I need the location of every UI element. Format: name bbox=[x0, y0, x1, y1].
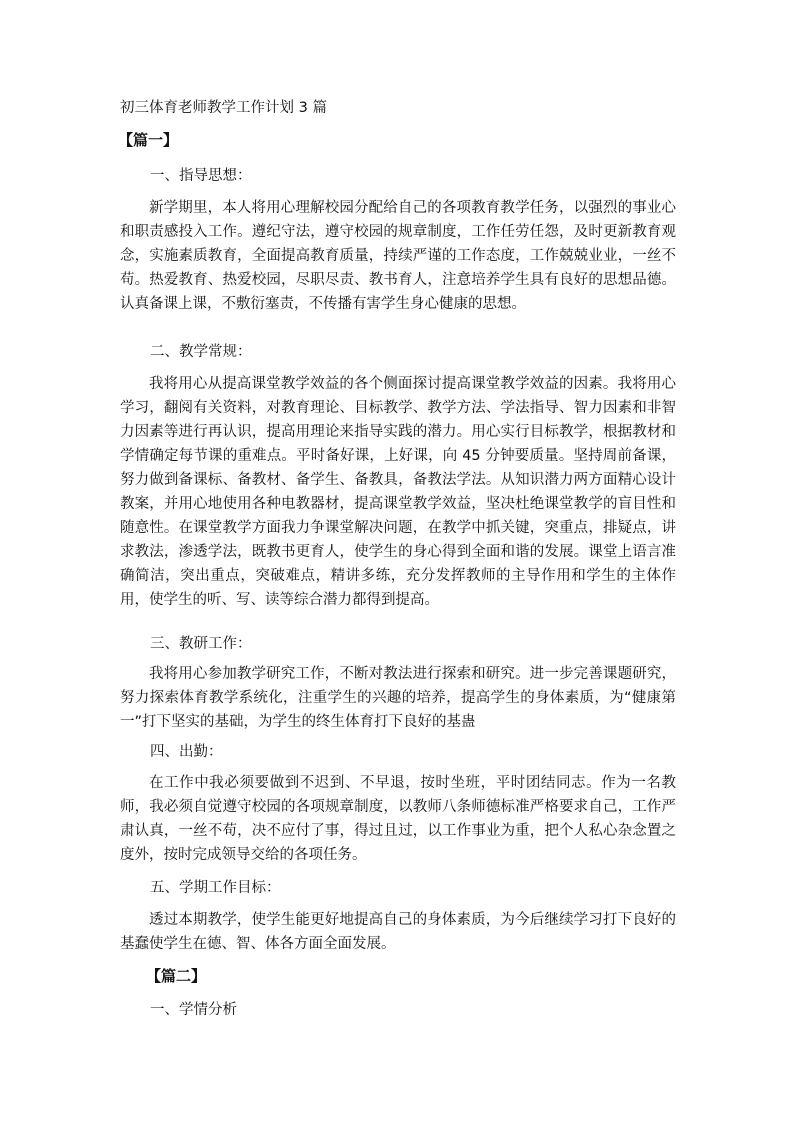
section-body-teaching-routine: 我将用心从提高课堂教学效益的各个侧面探讨提高课堂教学效益的因素。我将用心学习，翻阅有关资料，对教育理论、目标教学、教学方法、学法指导、智力因素和非智力因素等进行再认识，提高用理论来指导实践的潜力。用心实行目标教学，根据教材和学情确定每节课的重难点。平时备好课，上好课，向 45 分钟要质量。坚持周前备课，努力做到备课标、备教材、备学生、备教具，备教法学法。从知识潜力两方面精心设计教案，并用心地使用各种电教器材，提高课堂教学效益，坚决杜绝课堂教学的盲目性和随意性。在课堂教学方面我力争课堂解决问题，在教学中抓关键，突重点，排疑点，讲求教法，渗透学法，既教书更育人，使学生的身心得到全面和谐的发展。课堂上语言准确简洁，突出重点，突破难点，精讲多练，充分发挥教师的主导作用和学生的主体作用，使学生的听、写、读等综合潜力都得到提高。 bbox=[120, 376, 676, 608]
part-two-label: 【篇二】 bbox=[146, 967, 207, 985]
section-body-attendance: 在工作中我必须要做到不迟到、不早退，按时坐班，平时团结同志。作为一名教师，我必须自觉遵守校园的各项规章制度，以教师八条师德标准严格要求自己，工作严肃认真，一丝不苟，决不应付了事，得过且过，以工作事业为重，把个人私心杂念置之度外，按时完成领导交给的各项任务。 bbox=[120, 775, 676, 863]
section-body-guiding-thought: 新学期里，本人将用心理解校园分配给自己的各项教育教学任务，以强烈的事业心和职责感投入工作。遵纪守法，遵守校园的规章制度，工作任劳任怨，及时更新教育观念，实施素质教育，全面提高教育质量，持续严谨的工作态度，工作兢兢业业，一丝不苟。热爱教育、热爱校园，尽职尽责、教书育人，注意培养学生具有良好的思想品德。认真备课上课，不敷衍塞责，不传播有害学生身心健康的思想。 bbox=[120, 200, 676, 312]
section-heading-research: 三、教研工作： bbox=[150, 636, 252, 652]
part-one-label: 【篇一】 bbox=[118, 131, 179, 149]
section-heading-guiding-thought: 一、指导思想： bbox=[150, 168, 252, 184]
section-body-research: 我将用心参加教学研究工作，不断对教法进行探索和研究。进一步完善课题研究，努力探索体育教学系统化，注重学生的兴趣的培养，提高学生的身体素质，为“健康第一”打下坚实的基础，为学生的终生体育打下良好的基蛊 bbox=[120, 666, 676, 730]
document-title: 初三体育老师教学工作计划 3 篇 bbox=[120, 100, 327, 116]
section-heading-student-analysis: 一、学情分析 bbox=[150, 1002, 237, 1018]
section-heading-term-goals: 五、学期工作目标： bbox=[150, 880, 281, 896]
section-body-term-goals: 透过本期教学，使学生能更好地提高自己的身体素质，为今后继续学习打下良好的基蠢使学生在德、智、体各方面全面发展。 bbox=[120, 912, 676, 952]
section-heading-teaching-routine: 二、教学常规： bbox=[150, 344, 252, 360]
section-heading-attendance: 四、出勤： bbox=[150, 744, 223, 760]
